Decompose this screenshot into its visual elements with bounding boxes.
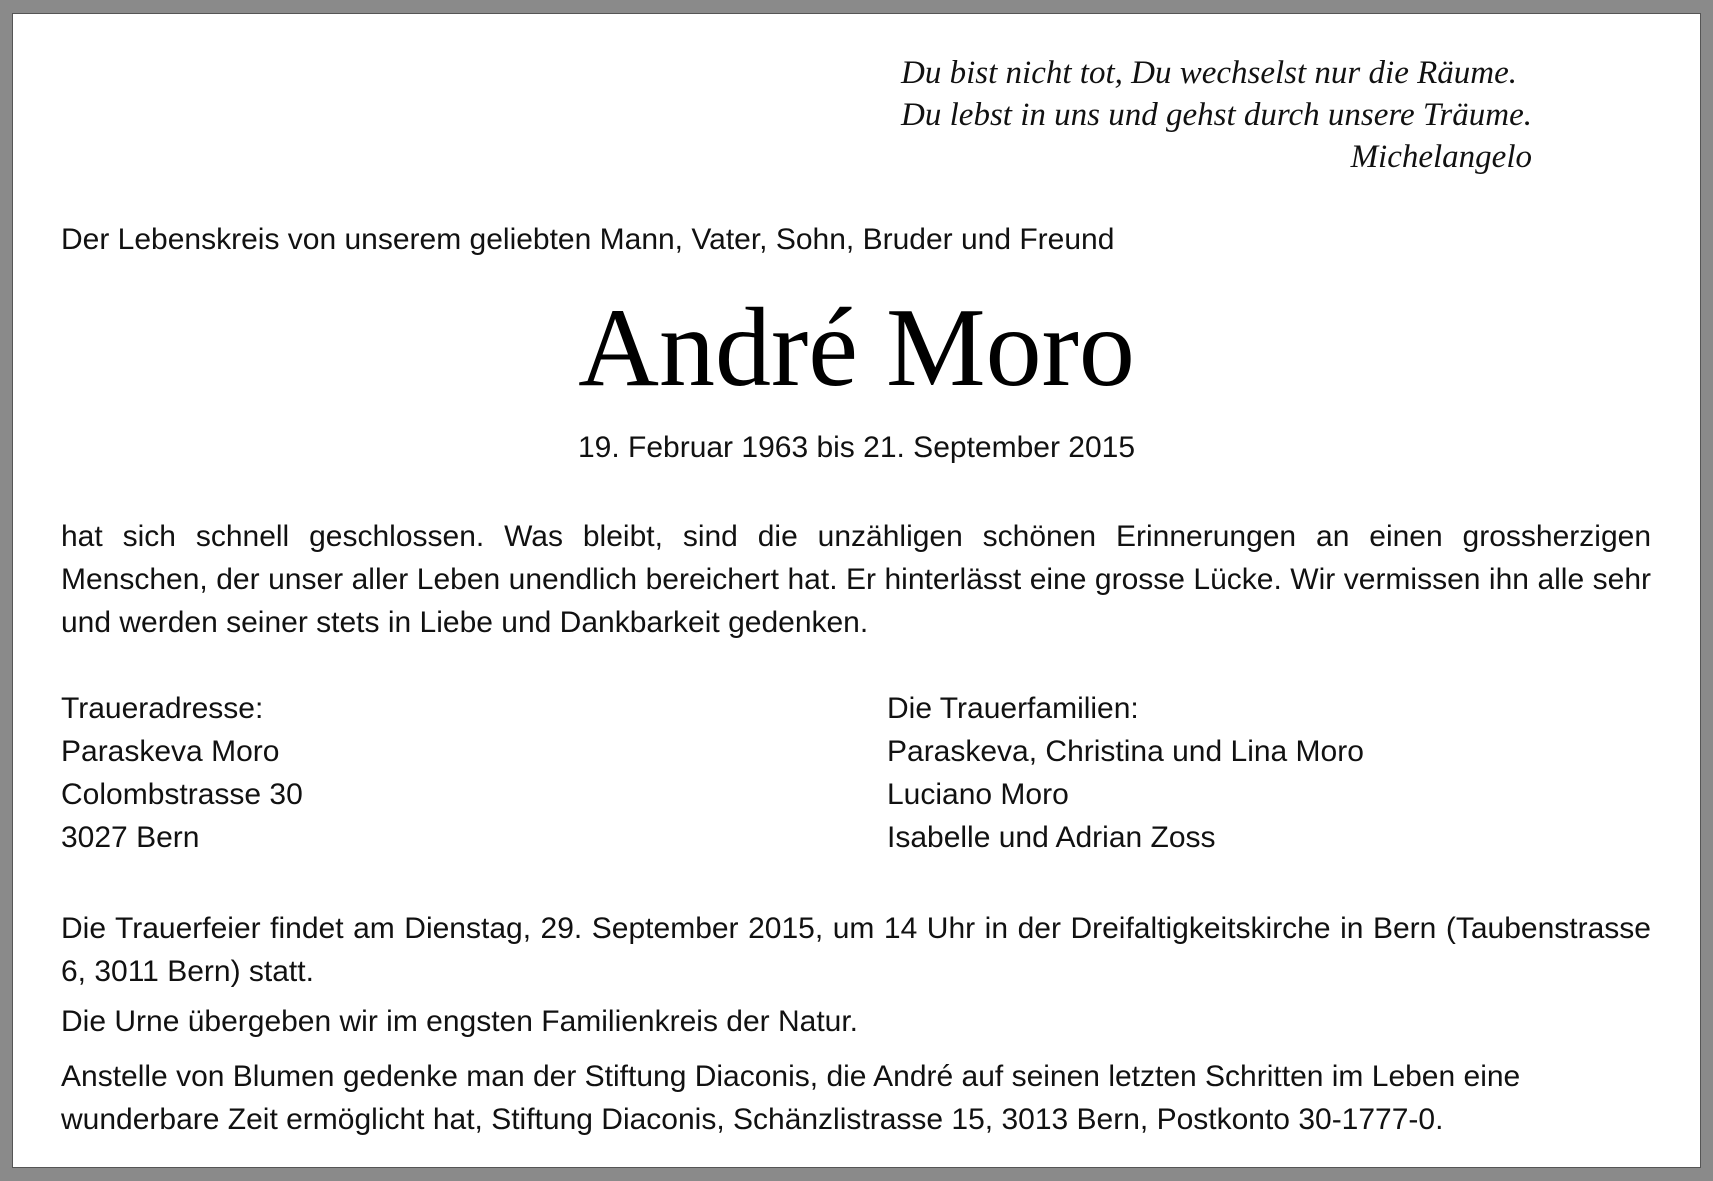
family-line: Paraskeva, Christina und Lina Moro [887,735,1364,768]
address-line: 3027 Bern [61,821,200,854]
quote-line-2: Du lebst in uns und gehst durch unsere Träume. [901,97,1532,133]
family-line: Luciano Moro [887,778,1069,811]
donation-line-1: Anstelle von Blumen gedenke man der Stiftung Diaconis, die André auf seinen letzten Schritten im Leben eine [61,1060,1521,1093]
deceased-name: André Moro [578,286,1135,410]
tribute-paragraph: hat sich schnell geschlossen. Was bleibt, sind die unzähligen schönen Erinnerungen an einen grossherzigen Menschen, der unser aller Leben unendlich bereichert hat. Er hinterlässt eine grosse Lücke. Wir vermissen ihn alle sehr und werden seiner stets in Liebe und Dankbarkeit gedenken. [61,520,1651,639]
families-heading: Die Trauerfamilien: [887,692,1139,725]
mourning-families [887,687,1364,859]
mourning-address [61,687,303,859]
address-line: Paraskeva Moro [61,735,280,768]
funeral-service-paragraph: Die Trauerfeier findet am Dienstag, 29. September 2015, um 14 Uhr in der Dreifaltigkeitskirche in Bern (Taubenstrasse 6, 3011 Bern) statt. [61,912,1651,988]
address-heading: Traueradresse: [61,692,264,725]
life-dates: 19. Februar 1963 bis 21. September 2015 [577,431,1136,464]
urn-paragraph: Die Urne übergeben wir im engsten Familienkreis der Natur. [61,1005,859,1038]
family-line: Isabelle und Adrian Zoss [887,821,1216,854]
quote-author: Michelangelo [1350,139,1532,175]
donation-line-2: wunderbare Zeit ermöglicht hat, Stiftung Diaconis, Schänzlistrasse 15, 3013 Bern, Postkonto 30-1777-0. [61,1103,1444,1136]
intro-text: Der Lebenskreis von unserem geliebten Mann, Vater, Sohn, Bruder und Freund [61,223,1115,256]
donation-paragraph [61,1055,1651,1141]
epigraph-quote [901,52,1532,178]
quote-line-1: Du bist nicht tot, Du wechselst nur die Räume. [901,55,1517,91]
address-line: Colombstrasse 30 [61,778,303,811]
obituary-notice [12,13,1701,1168]
